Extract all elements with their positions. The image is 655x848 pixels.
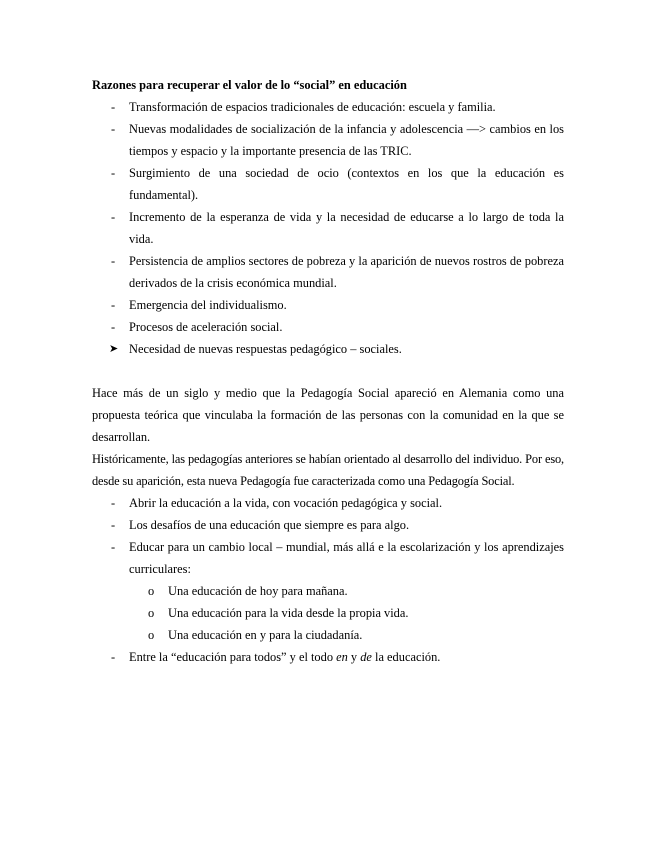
sub-list-item-text: Una educación en y para la ciudadanía. (168, 628, 363, 642)
list-item-text: Abrir la educación a la vida, con vocación pedagógica y social. (129, 496, 443, 510)
circle-bullet: o (148, 584, 155, 598)
reasons-list (92, 96, 564, 360)
list-item (92, 162, 564, 206)
text-segment: y (347, 650, 361, 664)
aims-list (92, 492, 564, 668)
blank-line (92, 360, 564, 382)
list-item-text: Educar para un cambio local – mundial, más allá e la escolarización y los aprendizajes curriculares: (129, 540, 564, 576)
list-item (92, 514, 564, 536)
dash-bullet: - (111, 540, 116, 554)
list-item-text (129, 650, 440, 664)
list-item (92, 646, 564, 668)
dash-bullet: - (111, 298, 116, 312)
dash-bullet: - (111, 518, 116, 532)
dash-bullet: - (111, 320, 116, 334)
list-item-text: Nuevas modalidades de socialización de la infancia y adolescencia —> cambios en los tiempos y espacio y la importante presencia de las TRIC. (129, 122, 564, 158)
document-page (92, 74, 564, 668)
list-item (92, 118, 564, 162)
dash-bullet: - (111, 254, 116, 268)
dash-bullet: - (111, 100, 116, 114)
list-item (92, 338, 564, 360)
sub-list-item (92, 580, 564, 602)
dash-bullet: - (111, 210, 116, 224)
arrow-bullet-icon: ➤ (109, 343, 119, 355)
circle-bullet: o (148, 606, 155, 620)
list-item-text: Persistencia de amplios sectores de pobreza y la aparición de nuevos rostros de pobreza derivados de la crisis económica mundial. (129, 254, 564, 290)
text-segment: Entre la “educación para todos” y el todo (129, 650, 337, 664)
text-segment: la educación. (371, 650, 441, 664)
list-item-text: Los desafíos de una educación que siempre es para algo. (129, 518, 410, 532)
sub-list-item (92, 624, 564, 646)
list-item-text: Incremento de la esperanza de vida y la necesidad de educarse a lo largo de toda la vida. (129, 210, 564, 246)
sub-list-item (92, 602, 564, 624)
dash-bullet: - (111, 122, 116, 136)
list-item-text: Emergencia del individualismo. (129, 298, 287, 312)
dash-bullet: - (111, 166, 116, 180)
list-item (92, 96, 564, 118)
dash-bullet: - (111, 650, 116, 664)
italic-de: de (360, 650, 372, 664)
dash-bullet: - (111, 496, 116, 510)
paragraph-origins: Históricamente, las pedagogías anteriores se habían orientado al desarrollo del individuo. Por eso, desde su aparición, esta nueva Pedagogía fue caracterizada como una Pedagogía Social. (92, 452, 564, 488)
list-item-text: Procesos de aceleración social. (129, 320, 283, 334)
section-heading: Razones para recuperar el valor de lo “social” en educación (92, 78, 407, 92)
list-item (92, 316, 564, 338)
sub-list-item-text: Una educación de hoy para mañana. (168, 584, 348, 598)
circle-bullet: o (148, 628, 155, 642)
italic-en: en (336, 650, 348, 664)
list-item (92, 492, 564, 514)
list-item-text: Transformación de espacios tradicionales de educación: escuela y familia. (129, 100, 496, 114)
list-item (92, 250, 564, 294)
list-item (92, 294, 564, 316)
paragraph-history: Hace más de un siglo y medio que la Pedagogía Social apareció en Alemania como una propuesta teórica que vinculaba la formación de las personas con la comunidad en la que se desarrollan. (92, 386, 564, 444)
list-item-text: Necesidad de nuevas respuestas pedagógico – sociales. (129, 342, 402, 356)
list-item-text: Surgimiento de una sociedad de ocio (contextos en los que la educación es fundamental). (129, 166, 564, 202)
sub-list-item-text: Una educación para la vida desde la propia vida. (168, 606, 409, 620)
list-item (92, 536, 564, 646)
list-item (92, 206, 564, 250)
sub-list (92, 580, 564, 646)
